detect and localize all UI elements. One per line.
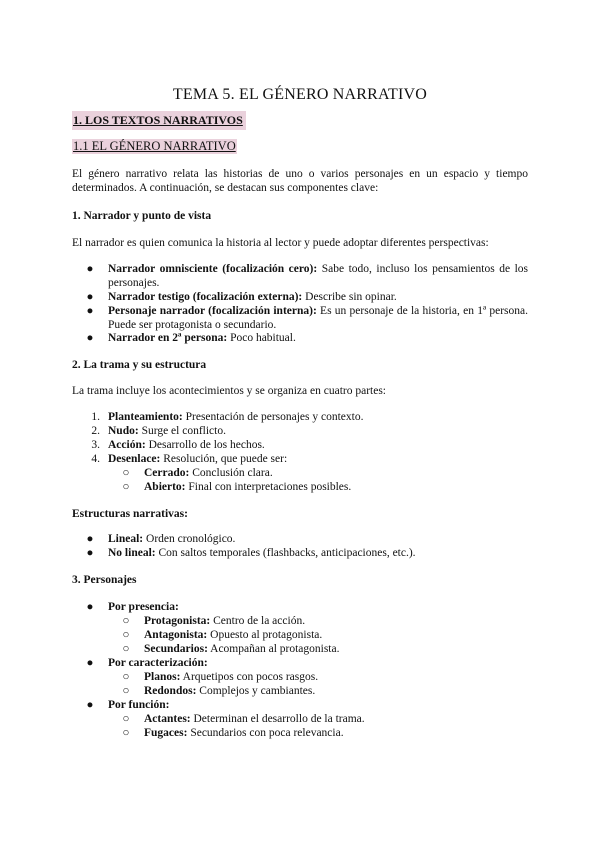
bullet-icon: ● [86,699,94,711]
item-number: 2. [91,425,100,437]
item-term: Acción: [108,439,146,451]
bullet-icon: ● [86,601,94,613]
bullet-icon: ● [86,291,94,303]
item-term: Fugaces: [144,727,188,739]
item-desc: Secundarios con poca relevancia. [187,727,344,739]
circle-icon: ○ [122,727,130,739]
personajes-heading: 3. Personajes [72,574,137,586]
subsection-heading: 1.1 EL GÉNERO NARRATIVO [73,139,236,153]
item-desc: Acompañan al protagonista. [207,643,340,655]
item-term: Planos: [144,671,181,683]
item-term: Actantes: [144,713,191,725]
group-label: Por presencia: [108,601,179,613]
item-term: Antagonista: [144,629,208,641]
item-term: Planteamiento: [108,411,183,423]
estructuras-heading: Estructuras narrativas: [72,508,188,520]
item-desc: Sabe todo, incluso los pensamientos de los personajes. [108,263,528,289]
item-term: Protagonista: [144,615,211,627]
narrador-heading: 1. Narrador y punto de vista [72,210,212,222]
item-desc: Desarrollo de los hechos. [145,439,265,451]
item-term: Secundarios: [144,643,208,655]
bullet-icon: ● [86,305,94,317]
item-desc: Orden cronológico. [143,533,236,545]
item-term: Redondos: [144,685,197,697]
circle-icon: ○ [122,481,130,493]
circle-icon: ○ [122,629,130,641]
item-term: Lineal: [108,533,144,545]
circle-icon: ○ [122,685,130,697]
item-desc: Determinan el desarrollo de la trama. [190,713,365,725]
trama-heading: 2. La trama y su estructura [72,359,207,371]
item-desc: Centro de la acción. [210,615,306,627]
item-term: Narrador testigo (focalización externa): [108,291,303,303]
item-desc: Conclusión clara. [189,467,273,479]
item-term: Nudo: [108,425,139,437]
circle-icon: ○ [122,671,130,683]
item-term: Desenlace: [108,453,161,465]
circle-icon: ○ [122,643,130,655]
page-title: TEMA 5. EL GÉNERO NARRATIVO [172,86,428,103]
item-desc: Resolución, que puede ser: [160,453,288,465]
item-desc: Describe sin opinar. [302,291,397,303]
item-desc: Surge el conflicto. [138,425,226,437]
circle-icon: ○ [122,467,130,479]
section-heading: 1. LOS TEXTOS NARRATIVOS [72,111,246,130]
trama-intro: La trama incluye los acontecimientos y se organiza en cuatro partes: [72,385,386,397]
item-desc: Arquetipos con pocos rasgos. [180,671,319,683]
bullet-icon: ● [86,657,94,669]
bullet-icon: ● [86,533,94,545]
item-term: Narrador en 2ª persona: [108,332,228,344]
bullet-icon: ● [86,263,94,275]
item-number: 1. [91,411,100,423]
item-desc: Presentación de personajes y contexto. [182,411,364,423]
item-desc: Con saltos temporales (flashbacks, anticipaciones, etc.). [155,547,416,559]
item-number: 3. [91,439,100,451]
group-label: Por función: [108,699,170,711]
item-term: Personaje narrador (focalización interna): [108,305,317,317]
narrador-intro: El narrador es quien comunica la historia al lector y puede adoptar diferentes perspectivas: [72,237,489,249]
item-term: Cerrado: [144,467,190,479]
item-desc: Opuesto al protagonista. [207,629,323,641]
item-desc: Es un personaje de la historia, en 1ª persona. Puede ser protagonista o secundario. [108,305,528,331]
bullet-icon: ● [86,332,94,344]
group-label: Por caracterización: [108,657,208,669]
item-term: No lineal: [108,547,156,559]
item-number: 4. [91,453,100,465]
circle-icon: ○ [122,615,130,627]
item-desc: Final con interpretaciones posibles. [185,481,352,493]
circle-icon: ○ [122,713,130,725]
intro-paragraph: El género narrativo relata las historias de uno o varios personajes en un espacio y tiempo determinados. A continuación, se destacan sus componentes clave: [72,168,528,194]
item-desc: Poco habitual. [227,332,296,344]
bullet-icon: ● [86,547,94,559]
item-term: Narrador omnisciente (focalización cero): [108,263,318,275]
item-term: Abierto: [144,481,186,493]
item-desc: Complejos y cambiantes. [196,685,316,697]
